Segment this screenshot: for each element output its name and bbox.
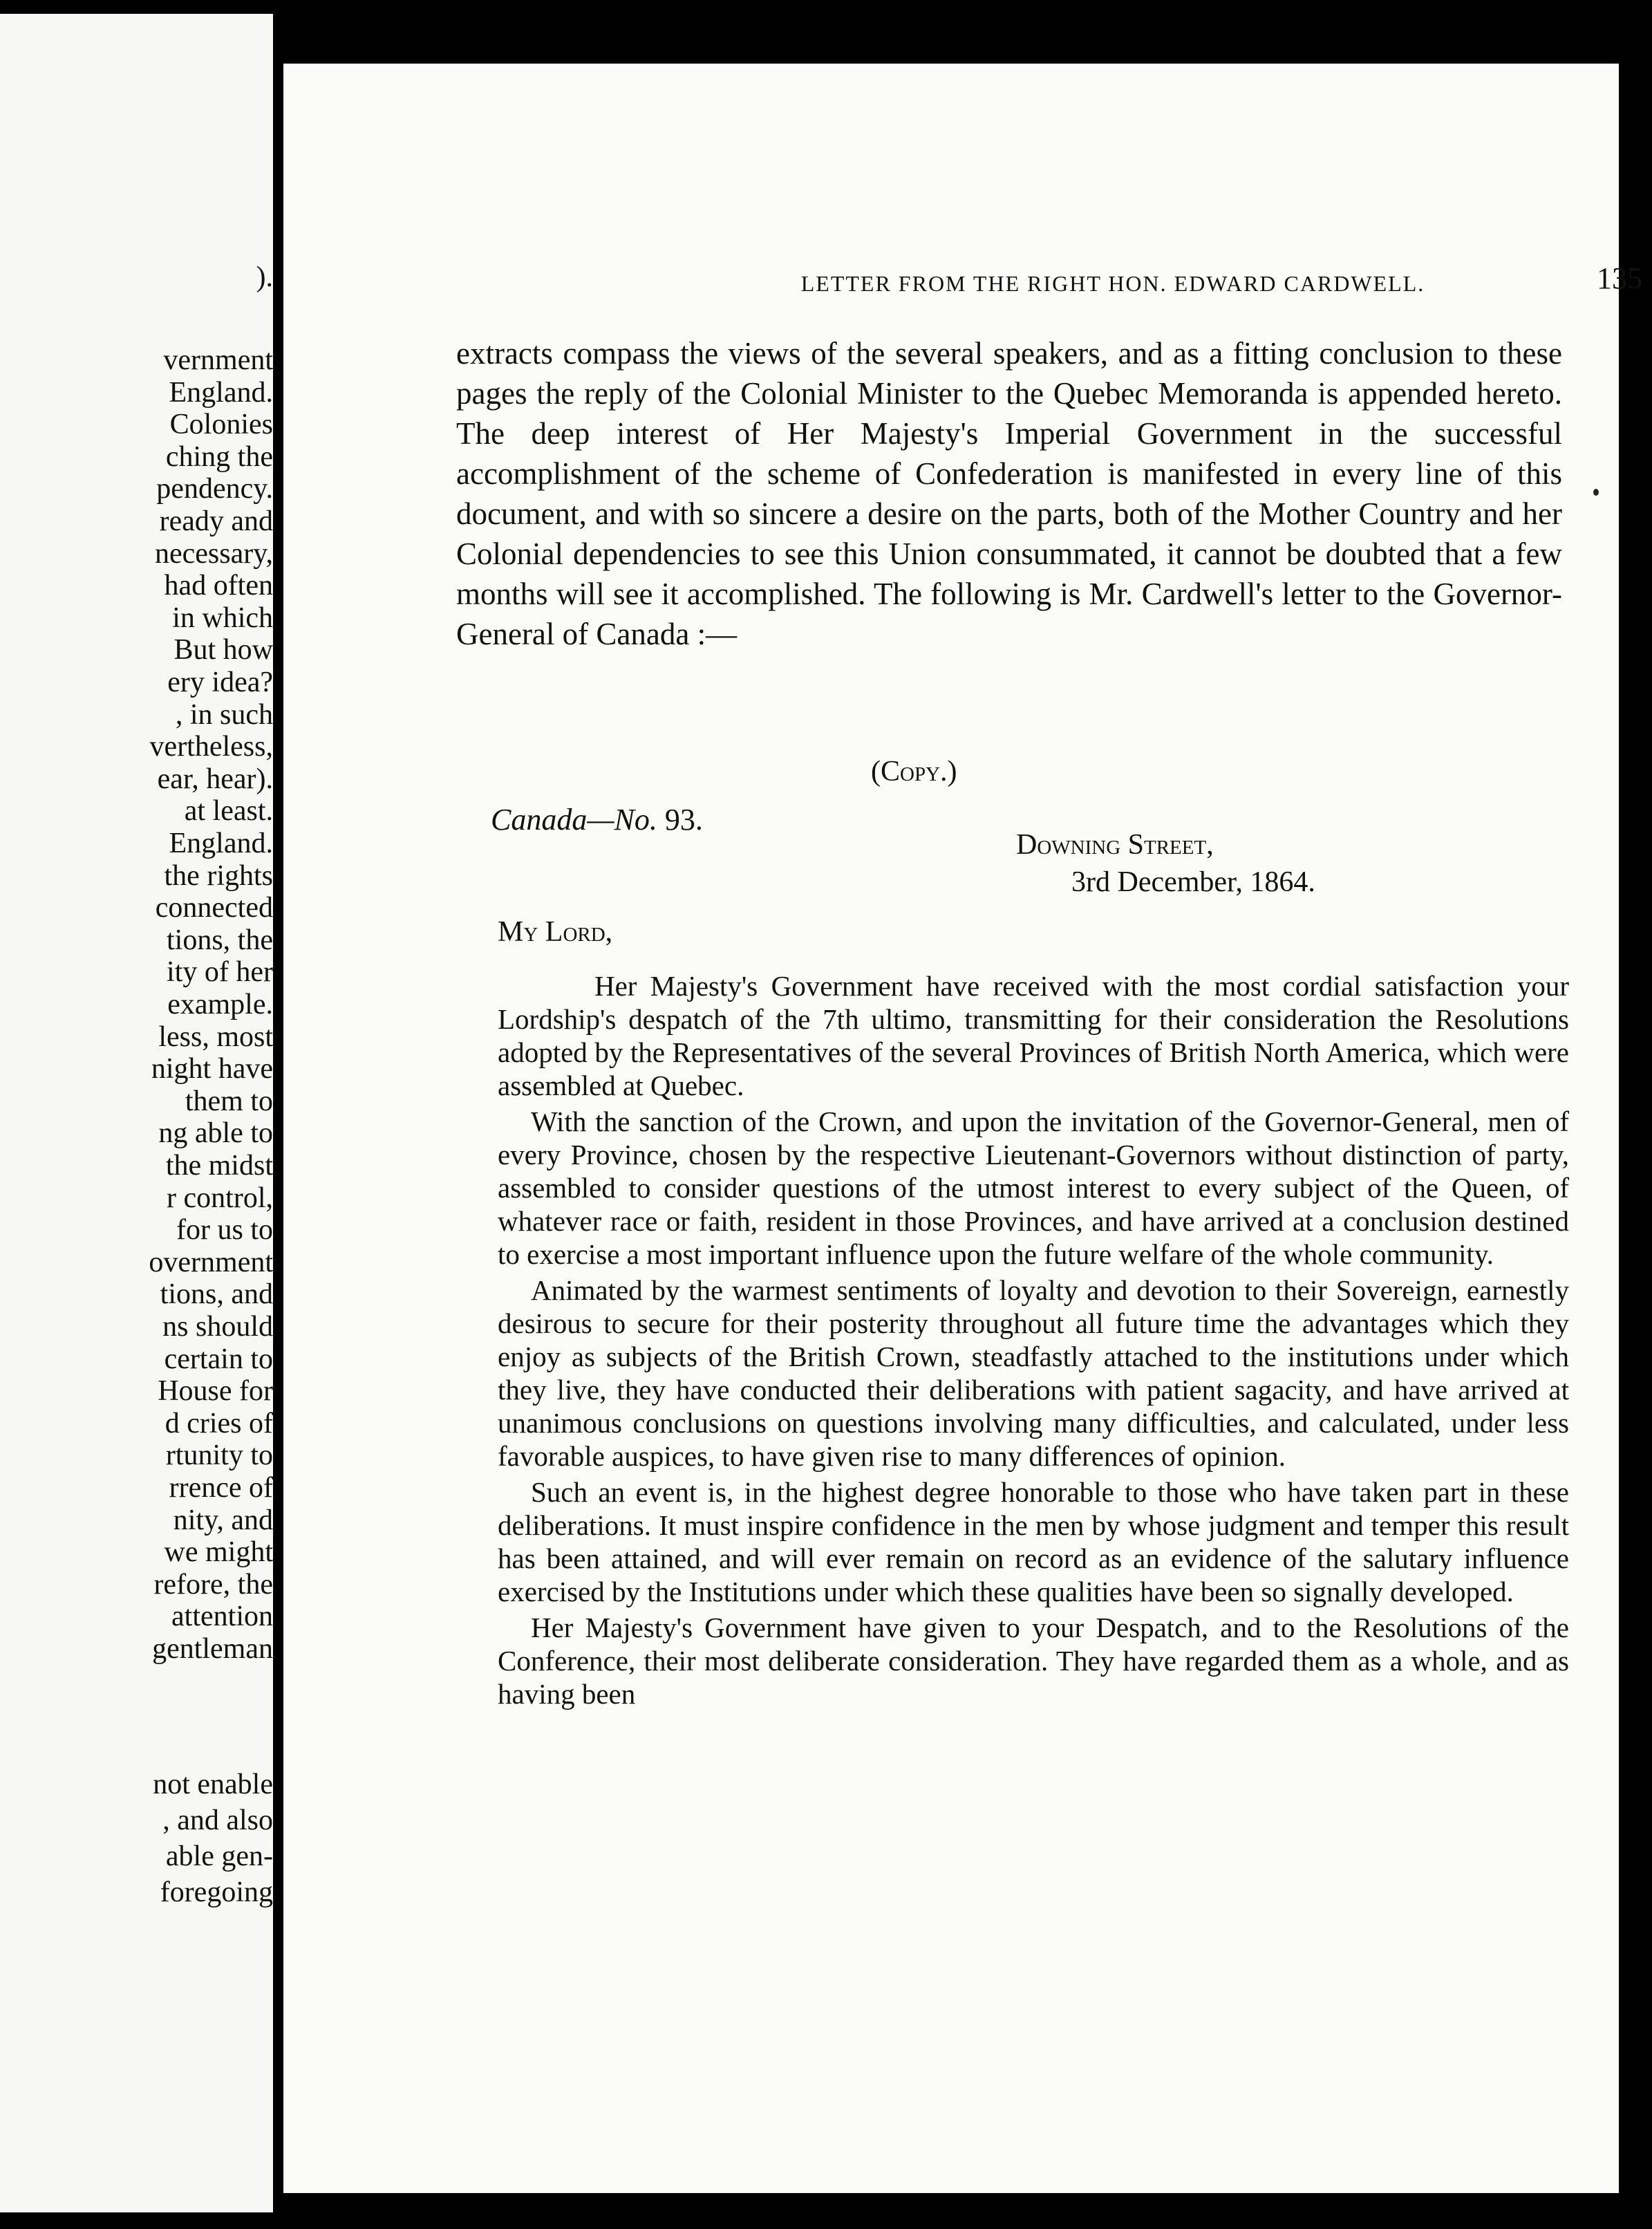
- despatch-reference: [491, 802, 703, 837]
- previous-page-line: had often: [164, 570, 273, 602]
- intro-paragraph: extracts compass the views of the several speakers, and as a fitting conclusion to these pages the reply of the Colonial Minister to the Quebec Memoranda is appended hereto. The deep interest of Her Majesty's Imperial Government in the successful accomplishment of the scheme of Confederation is manifested in every line of this document, and with so sincere a desire on the parts, both of the Mother Country and her Colonial dependencies to see this Union consummated, it cannot be doubted that a few months will see it accomplished. The following is Mr. Cardwell's letter to the Governor-General of Canada :—: [456, 336, 1562, 651]
- previous-page-line: , and also: [162, 1804, 273, 1836]
- previous-page-line: rtunity to: [165, 1439, 273, 1472]
- letter-body: [498, 969, 1569, 1713]
- letter-date: 3rd December, 1864.: [1071, 866, 1315, 898]
- previous-page-line: the rights: [164, 859, 273, 892]
- previous-page-line: ready and: [159, 505, 273, 537]
- previous-page-line: at least.: [184, 795, 273, 828]
- previous-page-line: England.: [169, 376, 273, 409]
- main-page: [283, 64, 1642, 2193]
- previous-page-line: d cries of: [165, 1407, 273, 1439]
- despatch-reference-label: Canada—No.: [491, 803, 657, 837]
- previous-page-line: r control,: [167, 1182, 273, 1214]
- page-number: 135: [1597, 261, 1642, 295]
- previous-page-line: Colonies: [169, 409, 273, 441]
- previous-page-line: ity of her: [167, 956, 273, 989]
- previous-page-line: ear, hear).: [157, 763, 273, 795]
- previous-page-line: ng able to: [158, 1117, 273, 1150]
- previous-page-line: , in such: [175, 698, 273, 731]
- previous-page-line: House for: [158, 1375, 273, 1408]
- previous-page-line: less, most: [158, 1020, 273, 1053]
- previous-page-line: able gen-: [165, 1840, 273, 1872]
- despatch-reference-number: 93.: [664, 803, 703, 837]
- previous-page-line: in which: [172, 601, 273, 634]
- previous-page-line: vernment: [163, 344, 273, 376]
- previous-page-line: we might: [164, 1536, 273, 1569]
- previous-page-line: tions, the: [167, 924, 273, 956]
- previous-page-line: them to: [185, 1085, 273, 1117]
- previous-page-line: the midst: [165, 1150, 273, 1182]
- previous-page-line: example.: [167, 989, 273, 1020]
- previous-page-line: night have: [151, 1053, 273, 1085]
- previous-page-line: not enable: [153, 1769, 273, 1800]
- previous-page-line: ).: [256, 261, 273, 293]
- previous-page-line: foregoing: [160, 1876, 273, 1908]
- letter-paragraph: Animated by the warmest sentiments of loyalty and devotion to their Sovereign, earnestly desirous to secure for their posterity throughout all future time the advantages which they enjoy as subjects of the British Crown, steadfastly attached to the institutions under which they live, they have conducted their deliberations with patient sagacity, and have arrived at unanimous conclusions on questions involving many difficulties, and calculated, under less favorable auspices, to have given rise to many differences of opinion.: [498, 1274, 1569, 1472]
- previous-page-line: ery idea?: [167, 666, 273, 698]
- previous-page-line: rrence of: [169, 1472, 273, 1504]
- previous-page-line: necessary,: [154, 537, 273, 570]
- letter-place: Downing Street,: [1016, 829, 1214, 861]
- copy-label: (Copy.): [871, 756, 957, 787]
- previous-page-line: ching the: [165, 440, 273, 473]
- previous-page-line: But how: [173, 634, 273, 666]
- previous-page-line: nity, and: [173, 1504, 273, 1536]
- previous-page-line: certain to: [164, 1343, 273, 1375]
- previous-page-line: vertheless,: [149, 731, 273, 763]
- previous-page-line: attention: [171, 1601, 273, 1633]
- previous-page-line: pendency.: [156, 473, 273, 505]
- letter-salutation: My Lord,: [498, 916, 613, 948]
- previous-page-line: connected: [155, 892, 273, 924]
- previous-page-line: gentleman: [152, 1633, 273, 1665]
- previous-page-line: ns should: [162, 1311, 273, 1343]
- previous-page-line: England.: [169, 828, 273, 859]
- running-head: LETTER FROM THE RIGHT HON. EDWARD CARDWELL.: [800, 271, 1425, 296]
- previous-page-line: for us to: [176, 1214, 273, 1247]
- ink-speck: [1593, 489, 1599, 496]
- previous-page-line: refore, the: [153, 1568, 273, 1601]
- previous-page-fragment: [0, 14, 273, 2212]
- letter-paragraph: Such an event is, in the highest degree honorable to those who have taken part in these deliberations. It must inspire confidence in the men by whose judgment and temper this result has been attained, and will ever remain on record as an evidence of the salutary influence exercised by the Institutions under which these qualities have been so signally developed.: [498, 1476, 1569, 1607]
- letter-paragraph: Her Majesty's Government have given to your Despatch, and to the Resolutions of the Conference, their most deliberate consideration. They have regarded them as a whole, and as having been: [498, 1612, 1569, 1710]
- letter-paragraph: Her Majesty's Government have received with the most cordial satisfaction your Lordship's despatch of the 7th ultimo, transmitting for their consideration the Resolutions adopted by the Representatives of the several Provinces of British North America, which were assembled at Quebec.: [498, 970, 1569, 1101]
- previous-page-line: overnment: [149, 1246, 273, 1278]
- previous-page-line: tions, and: [160, 1278, 273, 1311]
- letter-paragraph: With the sanction of the Crown, and upon the invitation of the Governor-General, men of every Province, chosen by the respective Lieutenant-Governors without distinction of party, assembled to consider questions of the utmost interest to every subject of the Queen, of whatever race or faith, resident in those Provinces, and have arrived at a conclusion destined to exercise a most important influence upon the future welfare of the whole community.: [498, 1106, 1569, 1270]
